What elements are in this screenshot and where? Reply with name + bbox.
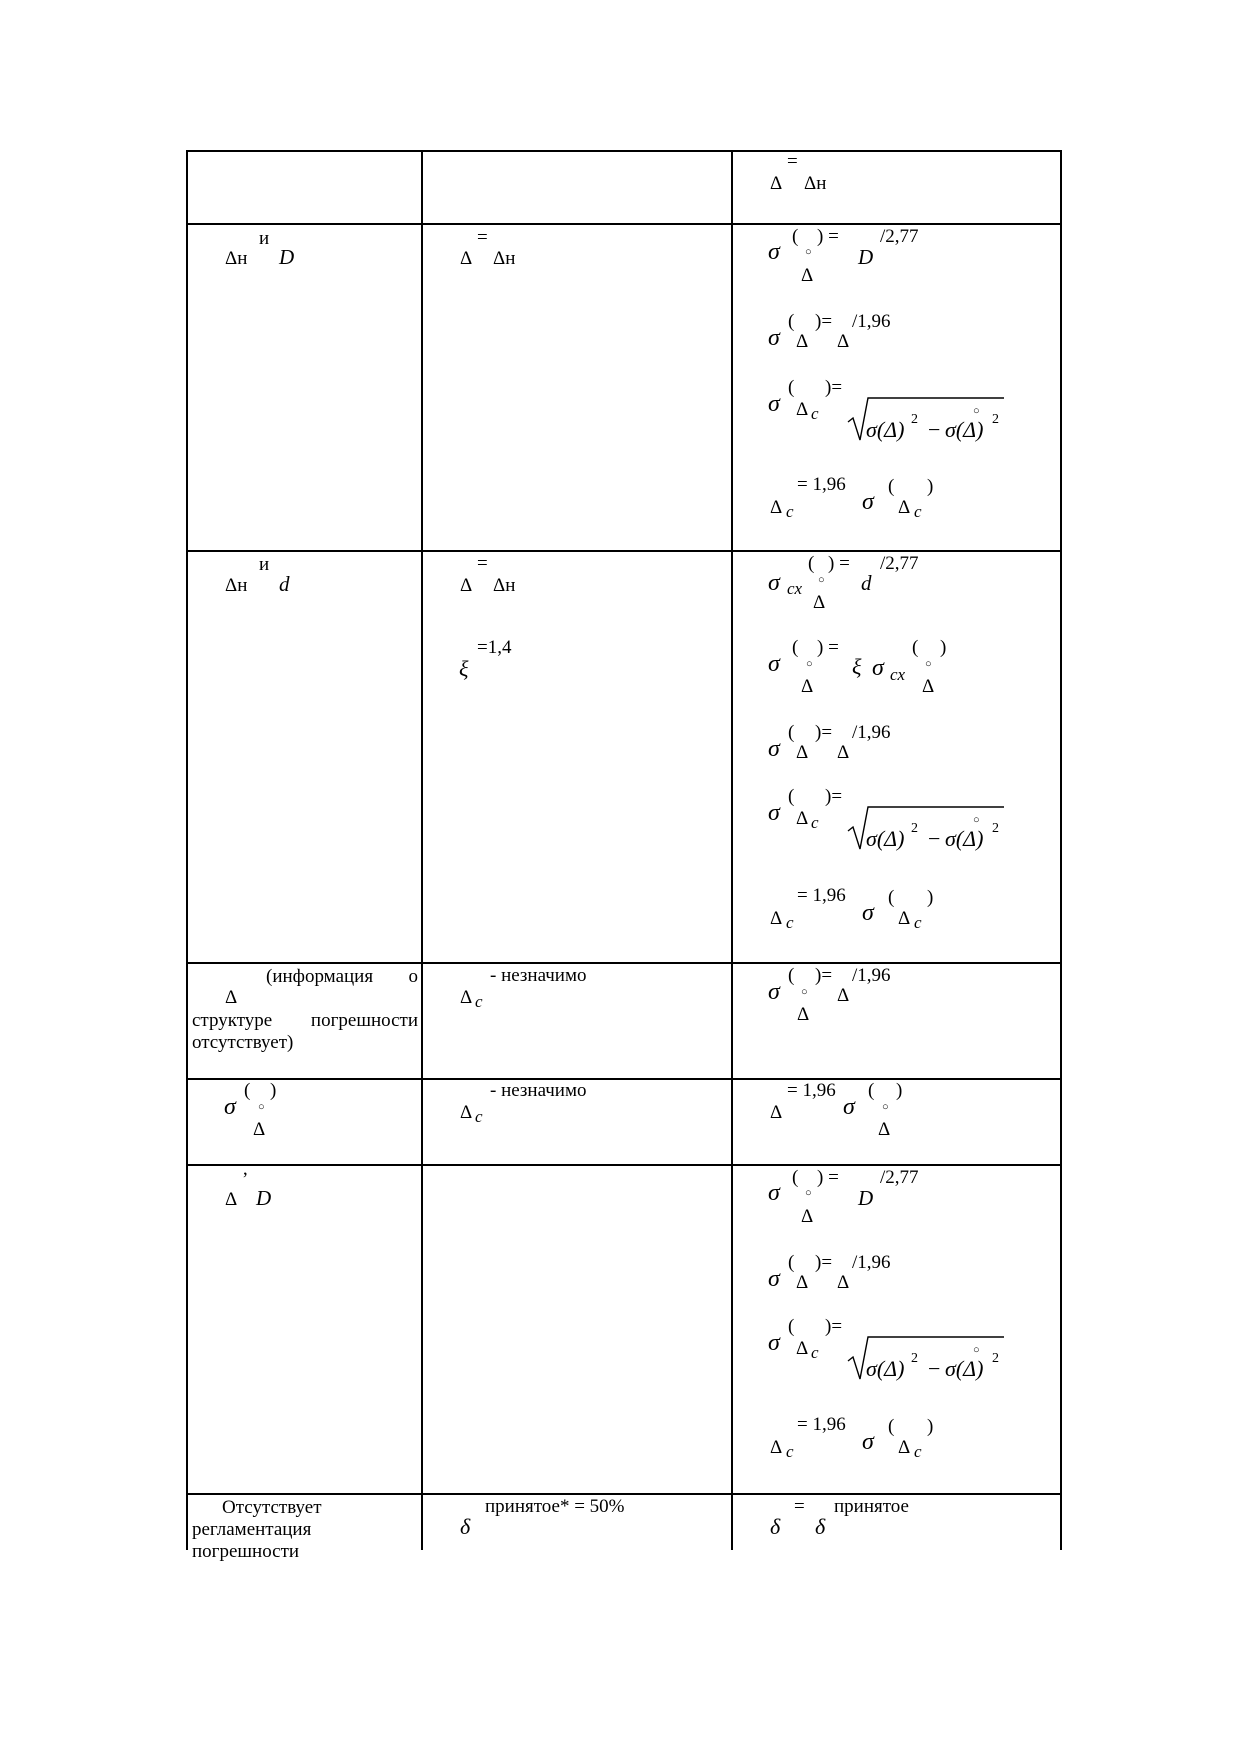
delta-symbol: Δ	[770, 173, 783, 194]
eq-sign: =	[787, 151, 798, 172]
info-absent-line1: (информация о	[266, 966, 418, 987]
var-D: D	[279, 245, 295, 269]
delta-n-symbol: Δн	[225, 248, 248, 269]
var-d: d	[279, 572, 290, 596]
delta-n-symbol: Δн	[493, 248, 516, 269]
accepted-label: принятое	[834, 1496, 909, 1517]
info-absent-line2: структуре погрешности	[192, 1010, 418, 1031]
delta-symbol: Δ	[460, 248, 473, 269]
info-absent-line3: отсутствует)	[192, 1032, 294, 1053]
document-page: = Δ Δн и Δн D = Δ Δн σ ( ○ ) = Δ D /2,77 σ ( Δ )= Δ /1,96 σ ( Δ c )= ○ σ(Δ) 2 − σ(Δ) 2 Δ c = 1,96 σ ( ) Δ c и Δн d = Δ Δн ξ =1,4 σ cx ( ○ ) = Δ d /2,77 σ ( ○ ) = Δ ξ σ cx ( ○ ) Δ σ ( Δ )= Δ /1,96 σ ( Δ c )= ○ σ(Δ) 2 − σ(Δ) 2 Δ c = 1,96 σ ( ) Δ c (информация о Δ структуре погрешности отсутствует) - незначимо Δ c σ ( ○ )= Δ Δ /1,96 σ ( ○ ) Δ - незначимо Δ c Δ = 1,96 σ ( ○ ) Δ Δ ’ D σ ( ○ ) = Δ D /2,77 σ ( Δ )= Δ /1,96 σ ( Δ c )= ○ σ(Δ) 2 − σ(Δ) 2 Δ c = 1,96 σ ( ) Δ c Отсутствует регламентация погрешности δ принятое* = 50% δ = δ принятое	[0, 0, 1240, 1755]
conjunction-and: и	[259, 228, 270, 249]
xi-symbol: ξ	[459, 656, 469, 681]
accepted-50-label: принятое* = 50%	[485, 1496, 625, 1517]
delta-n-symbol: Δн	[804, 173, 827, 194]
no-regulation-text: Отсутствует регламентация погрешности	[192, 1497, 322, 1562]
apostrophe: ’	[242, 1169, 249, 1190]
insignificant-label: - незначимо	[490, 965, 587, 986]
eq-sign: =	[477, 227, 488, 248]
